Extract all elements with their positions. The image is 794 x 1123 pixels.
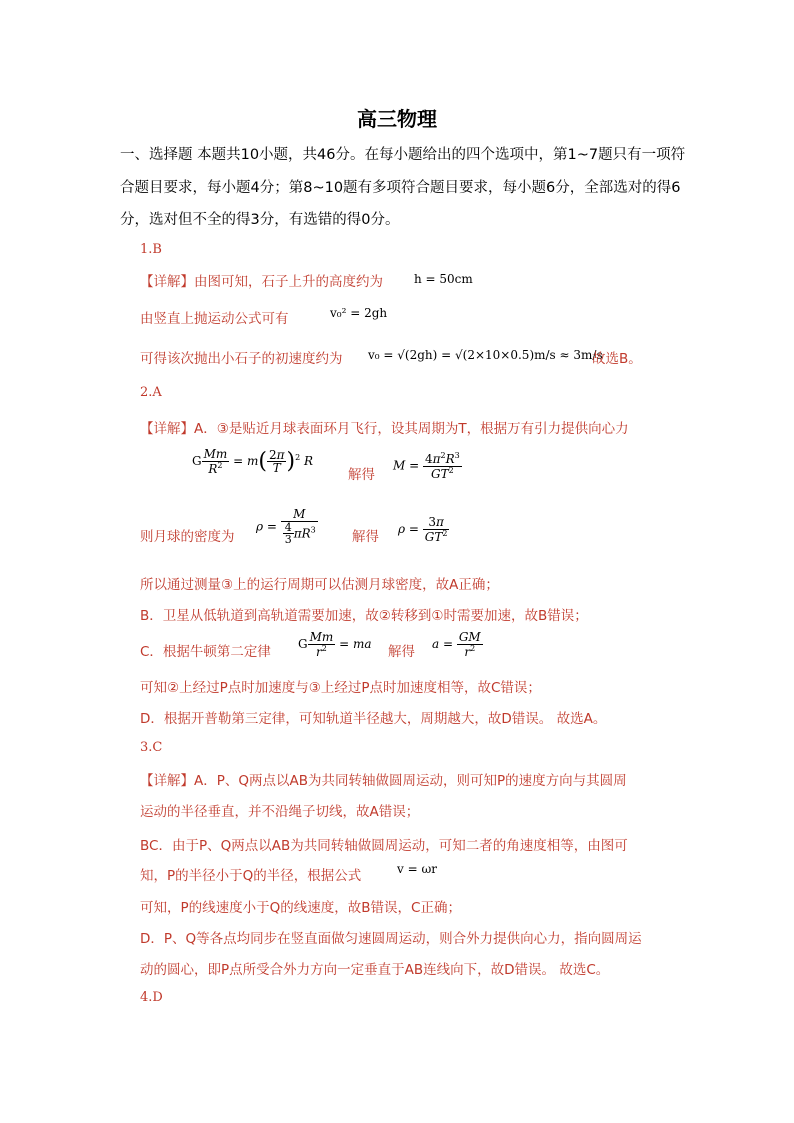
q2-line-5: B．卫星从低轨道到高轨道需要加速，故②转移到①时需要加速，故B错误； bbox=[140, 608, 588, 624]
q1-line-3: 可得该次抛出小石子的初速度约为 bbox=[140, 351, 343, 367]
q2-line-4: 所以通过测量③上的运行周期可以估测月球密度，故A正确； bbox=[140, 577, 499, 593]
q1-math-2: v₀² = 2gh bbox=[330, 306, 388, 320]
q3-line-4: 知，P的半径小于Q的半径，根据公式 bbox=[140, 868, 362, 884]
q3-line-1 bbox=[140, 769, 627, 789]
intro-line-2: 合题目要求，每小题4分；第8~10题有多项符合题目要求，每小题6分，全部选对的得6 bbox=[120, 180, 681, 196]
q2-solve-2: 解得 bbox=[352, 529, 379, 545]
q1-math-1: h = 50cm bbox=[414, 272, 473, 286]
q2-solve-3: 解得 bbox=[388, 644, 415, 660]
q2-line-1 bbox=[140, 417, 629, 437]
q1-text-1: 由图可知，石子上升的高度约为 bbox=[194, 274, 383, 290]
q3-math-1: v = ωr bbox=[397, 862, 437, 876]
q3-line-5: 可知，P的线速度小于Q的线速度，故B错误，C正确； bbox=[140, 900, 461, 916]
q1-line-1 bbox=[140, 270, 383, 290]
q2-line-7: 可知②上经过P点时加速度与③上经过P点时加速度相等，故C错误； bbox=[140, 680, 541, 696]
q2-solve-1: 解得 bbox=[348, 467, 375, 483]
q3-line-6: D．P、Q等各点均同步在竖直面做匀速圆周运动，则合外力提供向心力，指向圆周运 bbox=[140, 931, 642, 947]
q2-line-density: 则月球的密度为 bbox=[140, 529, 235, 545]
q2-formula-mass: M = $\frac{4\pi^2R^3}{GT^2}$ bbox=[393, 451, 460, 481]
q1-line-2: 由竖直上抛运动公式可有 bbox=[140, 311, 289, 327]
q2-text-1: A．③是贴近月球表面环月飞行，设其周期为T，根据万有引力提供向心力 bbox=[194, 421, 629, 437]
q2-formula-accel: a = $\frac{GM}{r^2}$ bbox=[432, 630, 481, 659]
q2-line-6: C．根据牛顿第二定律 bbox=[140, 644, 271, 660]
detail-tag: 【详解】 bbox=[140, 773, 194, 789]
q2-formula-newton: G $\frac{Mm}{r^2}$ = ma bbox=[298, 630, 372, 659]
q2-formula-density: ρ = M $\frac{4}{3}$ $\pi R^3$ bbox=[256, 507, 316, 547]
intro-line-1: 一、选择题 本题共10小题，共46分。在每小题给出的四个选项中，第1~7题只有一项符 bbox=[120, 147, 686, 163]
answer-1: 1.B bbox=[140, 242, 162, 257]
detail-tag: 【详解】 bbox=[140, 421, 194, 437]
q1-math-3: v₀ = √(2gh) = √(2×10×0.5)m/s ≈ 3m/s bbox=[368, 348, 603, 362]
q3-line-7: 动的圆心，即P点所受合外力方向一定垂直于AB连线向下，故D错误。 故选C。 bbox=[140, 962, 610, 978]
q1-conclusion: 故选B。 bbox=[592, 351, 642, 367]
answer-4: 4.D bbox=[140, 990, 163, 1005]
detail-tag: 【详解】 bbox=[140, 274, 194, 290]
answer-2: 2.A bbox=[140, 385, 162, 400]
q2-formula-gravity: G $\frac{Mm}{R^2}$ = m( $\frac{2\pi}{T}$ )$^2$ R bbox=[192, 447, 314, 476]
answer-3: 3.C bbox=[140, 740, 163, 755]
q2-line-8: D．根据开普勒第三定律，可知轨道半径越大，周期越大，故D错误。 故选A。 bbox=[140, 711, 607, 727]
q3-line-2: 运动的半径垂直，并不沿绳子切线，故A错误； bbox=[140, 804, 420, 820]
q3-line-3: BC．由于P、Q两点以AB为共同转轴做圆周运动，可知二者的角速度相等，由图可 bbox=[140, 838, 628, 854]
page-title: 高三物理 bbox=[357, 107, 437, 131]
q2-formula-rho: ρ = $\frac{3\pi}{GT^2}$ bbox=[398, 515, 448, 544]
q3-text-1: A．P、Q两点以AB为共同转轴做圆周运动，则可知P的速度方向与其圆周 bbox=[194, 773, 627, 789]
intro-line-3: 分，选对但不全的得3分，有选错的得0分。 bbox=[120, 212, 400, 228]
